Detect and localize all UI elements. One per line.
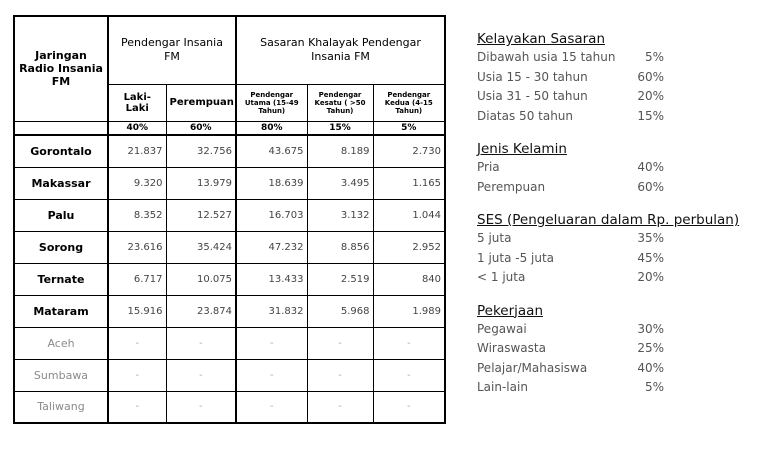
pct-male: 40% bbox=[108, 121, 166, 135]
value-cell: 5.968 bbox=[307, 295, 373, 327]
header-male: Laki-Laki bbox=[108, 84, 166, 121]
value-cell: 13.979 bbox=[166, 167, 236, 199]
value-cell: 15.916 bbox=[108, 295, 166, 327]
stat-row bbox=[477, 378, 762, 398]
value-cell: 43.675 bbox=[236, 135, 307, 167]
header-primary: Pendengar Utama (15-49 Tahun) bbox=[236, 84, 307, 121]
stat-label: Usia 31 - 50 tahun bbox=[477, 89, 588, 103]
table-row bbox=[14, 295, 445, 327]
value-cell: 31.832 bbox=[236, 295, 307, 327]
table-row bbox=[14, 135, 445, 167]
value-cell: - bbox=[108, 327, 166, 359]
value-cell: 18.639 bbox=[236, 167, 307, 199]
stat-row bbox=[477, 107, 762, 127]
section-title: Kelayakan Sasaran bbox=[477, 31, 605, 47]
header-audience-group: Sasaran Khalayak Pendengar Insania FM bbox=[236, 16, 445, 84]
header-network: Jaringan Radio Insania FM bbox=[14, 16, 108, 121]
table-row bbox=[14, 359, 445, 391]
stat-label: Pelajar/Mahasiswa bbox=[477, 360, 588, 375]
stat-label: Wiraswasta bbox=[477, 341, 546, 355]
stat-value: 40% bbox=[637, 360, 664, 375]
target-audience-panel bbox=[477, 31, 762, 413]
value-cell: - bbox=[373, 391, 445, 423]
stat-row bbox=[477, 320, 762, 340]
stat-row bbox=[477, 87, 762, 107]
value-cell: 3.132 bbox=[307, 199, 373, 231]
stat-value: 20% bbox=[637, 270, 664, 284]
city-cell: Sorong bbox=[14, 231, 108, 263]
value-cell: 12.527 bbox=[166, 199, 236, 231]
value-cell: 6.717 bbox=[108, 263, 166, 295]
header-female: Perempuan bbox=[166, 84, 236, 121]
stat-label: Dibawah usia 15 tahun bbox=[477, 50, 616, 64]
value-cell: - bbox=[307, 327, 373, 359]
stat-row bbox=[477, 158, 762, 178]
panel-section bbox=[477, 212, 762, 288]
value-cell: 16.703 bbox=[236, 199, 307, 231]
stat-value: 15% bbox=[637, 108, 664, 123]
table-row bbox=[14, 327, 445, 359]
stat-label: Lain-lain bbox=[477, 380, 528, 394]
city-cell: Ternate bbox=[14, 263, 108, 295]
value-cell: 23.874 bbox=[166, 295, 236, 327]
stat-value: 30% bbox=[637, 321, 664, 336]
stat-row bbox=[477, 68, 762, 88]
stat-row bbox=[477, 249, 762, 269]
value-cell: - bbox=[108, 391, 166, 423]
stat-value: 45% bbox=[637, 250, 664, 265]
value-cell: - bbox=[166, 327, 236, 359]
value-cell: - bbox=[373, 359, 445, 391]
value-cell: 2.730 bbox=[373, 135, 445, 167]
stat-label: Pria bbox=[477, 160, 500, 174]
table-row bbox=[14, 391, 445, 423]
table-row bbox=[14, 263, 445, 295]
stat-label: 5 juta bbox=[477, 231, 512, 245]
value-cell: 8.856 bbox=[307, 231, 373, 263]
value-cell: - bbox=[373, 327, 445, 359]
value-cell: - bbox=[236, 391, 307, 423]
value-cell: 1.989 bbox=[373, 295, 445, 327]
pct-primary: 80% bbox=[236, 121, 307, 135]
value-cell: 8.352 bbox=[108, 199, 166, 231]
stat-row bbox=[477, 268, 762, 288]
value-cell: 47.232 bbox=[236, 231, 307, 263]
stat-row bbox=[477, 229, 762, 249]
value-cell: 35.424 bbox=[166, 231, 236, 263]
value-cell: 1.165 bbox=[373, 167, 445, 199]
stat-label: Perempuan bbox=[477, 179, 546, 194]
value-cell: 9.320 bbox=[108, 167, 166, 199]
stat-value: 35% bbox=[637, 231, 664, 245]
value-cell: 8.189 bbox=[307, 135, 373, 167]
header-first: Pendengar Kesatu ( >50 Tahun) bbox=[307, 84, 373, 121]
stat-label: < 1 juta bbox=[477, 270, 526, 284]
value-cell: - bbox=[166, 359, 236, 391]
table-row bbox=[14, 167, 445, 199]
stat-label: Diatas 50 tahun bbox=[477, 108, 574, 123]
stat-value: 20% bbox=[637, 89, 664, 103]
value-cell: - bbox=[307, 359, 373, 391]
value-cell: 3.495 bbox=[307, 167, 373, 199]
stat-row bbox=[477, 178, 762, 198]
city-cell: Makassar bbox=[14, 167, 108, 199]
value-cell: - bbox=[236, 359, 307, 391]
pct-female: 60% bbox=[166, 121, 236, 135]
header-listeners-group: Pendengar Insania FM bbox=[108, 16, 236, 84]
stat-value: 40% bbox=[637, 160, 664, 174]
listener-table bbox=[13, 15, 446, 424]
value-cell: 13.433 bbox=[236, 263, 307, 295]
stat-value: 5% bbox=[644, 50, 664, 64]
value-cell: - bbox=[166, 391, 236, 423]
value-cell: 23.616 bbox=[108, 231, 166, 263]
table-row bbox=[14, 231, 445, 263]
city-cell: Gorontalo bbox=[14, 135, 108, 167]
panel-section bbox=[477, 303, 762, 398]
section-title: Pekerjaan bbox=[477, 302, 544, 319]
value-cell: - bbox=[307, 391, 373, 423]
city-cell: Palu bbox=[14, 199, 108, 231]
value-cell: 10.075 bbox=[166, 263, 236, 295]
section-title: SES (Pengeluaran dalam Rp. perbulan) bbox=[477, 212, 740, 228]
city-cell: Aceh bbox=[14, 327, 108, 359]
section-title: Jenis Kelamin bbox=[477, 141, 567, 157]
value-cell: 840 bbox=[373, 263, 445, 295]
panel-section bbox=[477, 141, 762, 197]
value-cell: 2.519 bbox=[307, 263, 373, 295]
header-second: Pendengar Kedua (4-15 Tahun) bbox=[373, 84, 445, 121]
stat-row bbox=[477, 339, 762, 359]
pct-first: 15% bbox=[307, 121, 373, 135]
stat-row bbox=[477, 359, 762, 379]
city-cell: Taliwang bbox=[14, 391, 108, 423]
stat-value: 5% bbox=[644, 380, 664, 394]
header-pct-blank bbox=[14, 121, 108, 135]
value-cell: 21.837 bbox=[108, 135, 166, 167]
city-cell: Sumbawa bbox=[14, 359, 108, 391]
stat-value: 60% bbox=[637, 69, 664, 84]
stat-label: Usia 15 - 30 tahun bbox=[477, 69, 588, 84]
stat-value: 60% bbox=[637, 179, 664, 194]
stat-row bbox=[477, 48, 762, 68]
city-cell: Mataram bbox=[14, 295, 108, 327]
pct-second: 5% bbox=[373, 121, 445, 135]
value-cell: 2.952 bbox=[373, 231, 445, 263]
value-cell: - bbox=[108, 359, 166, 391]
stat-label: Pegawai bbox=[477, 321, 527, 336]
stat-label: 1 juta -5 juta bbox=[477, 250, 555, 265]
value-cell: - bbox=[236, 327, 307, 359]
value-cell: 32.756 bbox=[166, 135, 236, 167]
panel-section bbox=[477, 31, 762, 126]
value-cell: 1.044 bbox=[373, 199, 445, 231]
table-row bbox=[14, 199, 445, 231]
stat-value: 25% bbox=[637, 341, 664, 355]
